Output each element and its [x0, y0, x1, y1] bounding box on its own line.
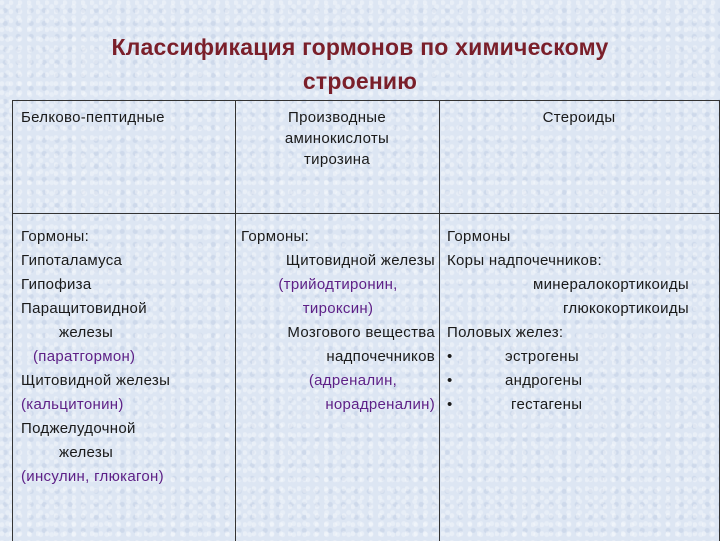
list-item: (инсулин, глюкагон): [21, 468, 164, 485]
list-item: норадреналин): [325, 396, 435, 413]
list-item: глюкокортикоиды: [562, 300, 689, 317]
bullet-icon: •: [447, 372, 453, 389]
list-item: железы: [59, 324, 114, 341]
list-item: надпочечников: [326, 348, 435, 365]
header-tyrosine-derivatives: Производные аминокислоты тирозина: [284, 109, 390, 168]
column-protein-peptide: [21, 225, 233, 489]
header-protein-peptide: Белково-пептидные: [21, 109, 165, 126]
list-item: Гипоталамуса: [21, 252, 123, 269]
bullet-item: • андрогены: [447, 369, 713, 393]
list-item: железы: [59, 444, 114, 461]
list-item: Коры надпочечников:: [447, 252, 602, 269]
list-item: Щитовидной железы: [21, 372, 171, 389]
list-item: Половых желез:: [447, 324, 564, 341]
list-item: тироксин): [302, 300, 374, 317]
list-item: Гормоны:: [241, 228, 310, 245]
bullet-item: • гестагены: [447, 393, 713, 417]
slide-title: [40, 30, 680, 98]
list-item: Мозгового вещества: [287, 324, 435, 341]
list-item: Щитовидной железы: [285, 252, 435, 269]
header-steroids: Стероиды: [542, 109, 616, 126]
title-line-1: Классификация гормонов по химическому: [111, 34, 609, 60]
bullet-item: • эстрогены: [447, 345, 713, 369]
header-divider: [13, 213, 719, 214]
list-item: Поджелудочной: [21, 420, 136, 437]
list-item: Гипофиза: [21, 276, 92, 293]
list-item: (паратгормон): [33, 348, 136, 365]
column-steroids: [447, 225, 713, 417]
list-item: минералокортикоиды: [533, 276, 689, 293]
list-item: Паращитовидной: [21, 300, 147, 317]
column-tyrosine-derivatives: [241, 225, 435, 417]
bullet-icon: •: [447, 396, 453, 413]
list-item: Гормоны: [447, 228, 511, 245]
column-divider-2: [439, 101, 440, 541]
list-item: (кальцитонин): [21, 396, 124, 413]
list-item: Гормоны:: [21, 228, 90, 245]
bullet-icon: •: [447, 348, 453, 365]
list-item: (адреналин,: [308, 372, 398, 389]
classification-table: [12, 100, 720, 541]
title-line-2: строению: [302, 68, 418, 94]
list-item: (трийодтиронин,: [278, 276, 398, 293]
